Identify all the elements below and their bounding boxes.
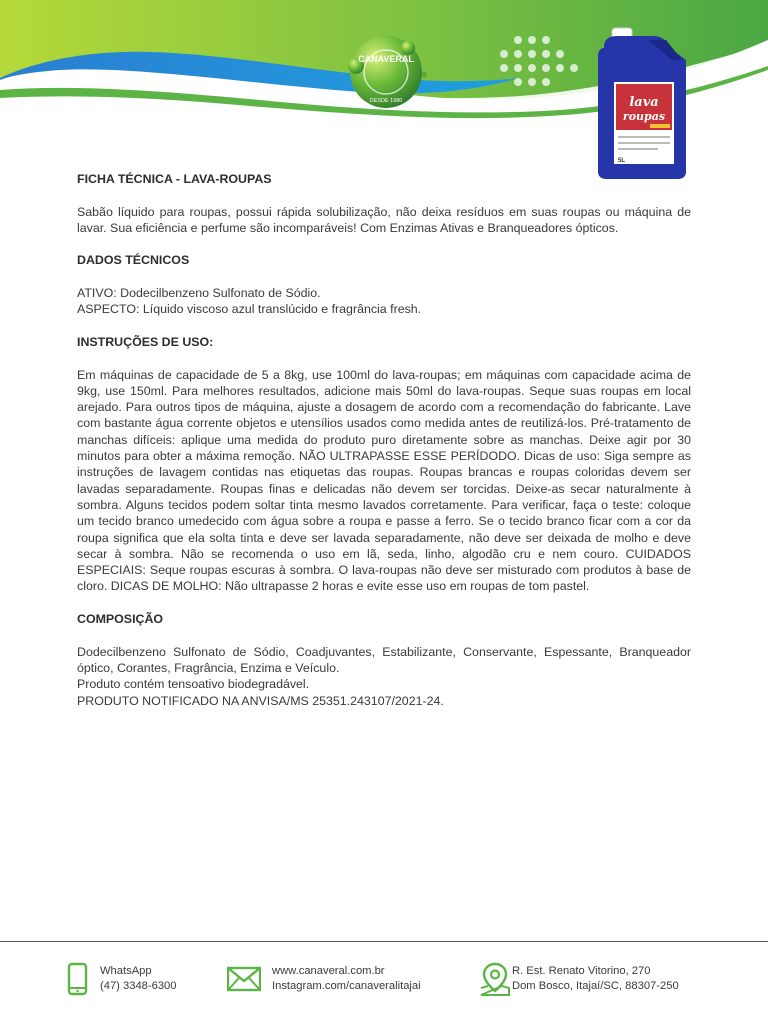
product-label-line2: roupas — [622, 110, 666, 123]
footer-whatsapp — [66, 962, 177, 996]
footer — [0, 962, 768, 1002]
intro-paragraph: Sabão líquido para roupas, possui rápida solubilização, não deixa resíduos em suas roupas ou máquina de lavar. Sua eficiência e perfume são incomparáveis! Com Enzimas Ativas e Branqueadores ópticos. — [77, 204, 691, 235]
composition-heading: COMPOSIÇÃO — [77, 612, 164, 627]
logo-since: DESDE 1980 — [369, 98, 403, 104]
instructions-heading: INSTRUÇÕES DE USO: — [77, 334, 214, 349]
document-title: FICHA TÉCNICA - LAVA-ROUPAS — [77, 172, 272, 186]
instructions-paragraph: Em máquinas de capacidade de 5 a 8kg, use 100ml do lava-roupas; em máquinas com capacidade acima de 9kg, use 150ml. Para melhores resultados, adicione mais 50ml do lava-roupas. Seque suas roupas em local arejado. Para outros tipos de máquina, ajuste a dosagem de acordo com a recomendação do fabricante. Lave com bastante água corrente objetos e utensílios usados como medida antes de reutilizá-los. Pré-tratamento de manchas difíceis: aplique uma medida do produto puro diretamente sobre as manchas. Deixe agir por 30 minutos para obter a máxima remoção. NÃO ULTRAPASSE ESSE PERÍDODO. Dicas de uso: Siga sempre as instruções de lavagem contidas nas etiquetas das roupas. Roupas brancas e roupas coloridas devem ser lavadas separadamente. Roupas finas e delicadas não devem ser torcidas. Deixe-as secar naturalmente à sombra. Alguns tecidos podem soltar tinta mesmo lavados corretamente. Para verificar, faça o teste: coloque um tecido branco umedecido com água sobre a roupa e passe a ferro. Se o tecido branco ficar com a cor da roupa significa que ela solta tinta e deve ser lavada separadamente, não deve ser deixada de molho e deve secar à sombra. Não se recomenda o uso em lã, seda, linho, algodão cru e nem couro. CUIDADOS ESPECIAIS: Seque roupas escuras à sombra. O lava-roupas não deve ser misturado com produtos à base de cloro. DICAS DE MOLHO: Não ultrapasse 2 horas e evite esse uso em roupas de tom pastel. — [77, 367, 691, 594]
tech-active: ATIVO: Dodecilbenzeno Sulfonato de Sódio. — [77, 286, 321, 301]
tech-aspect: ASPECTO: Líquido viscoso azul translúcido e fragrância fresh. — [77, 302, 422, 317]
instagram-link[interactable]: Instagram.com/canaveralitajai — [272, 980, 421, 992]
address-line2: Dom Bosco, Itajaí/SC, 88307-250 — [512, 980, 679, 992]
envelope-icon — [227, 962, 261, 996]
whatsapp-number[interactable]: (47) 3348-6300 — [100, 980, 177, 992]
document-body — [77, 171, 691, 709]
footer-web — [227, 962, 421, 996]
composition-paragraph: Dodecilbenzeno Sulfonato de Sódio, Coadjuvantes, Estabilizante, Conservante, Espessante, Branqueador óptico, Corantes, Fragrância, Enzima e Veículo. — [77, 644, 691, 675]
phone-icon — [66, 962, 100, 996]
footer-address — [478, 962, 679, 996]
product-label-line1: lava — [629, 95, 659, 110]
composition-note: Produto contém tensoativo biodegradável. — [77, 677, 310, 692]
composition-anvisa: PRODUTO NOTIFICADO NA ANVISA/MS 25351.243107/2021-24. — [77, 693, 444, 708]
product-volume: 5L — [618, 158, 626, 164]
address-line1: R. Est. Renato Vitorino, 270 — [512, 965, 651, 977]
footer-divider — [0, 941, 768, 942]
product-image — [596, 26, 690, 180]
whatsapp-label: WhatsApp — [100, 965, 152, 977]
tech-data-heading: DADOS TÉCNICOS — [77, 253, 190, 268]
map-pin-icon — [478, 962, 512, 996]
website-link[interactable]: www.canaveral.com.br — [272, 965, 385, 977]
logo-text: CANAVERAL — [358, 54, 414, 64]
svg-text:®: ® — [421, 71, 427, 80]
canaveral-logo — [340, 26, 430, 116]
